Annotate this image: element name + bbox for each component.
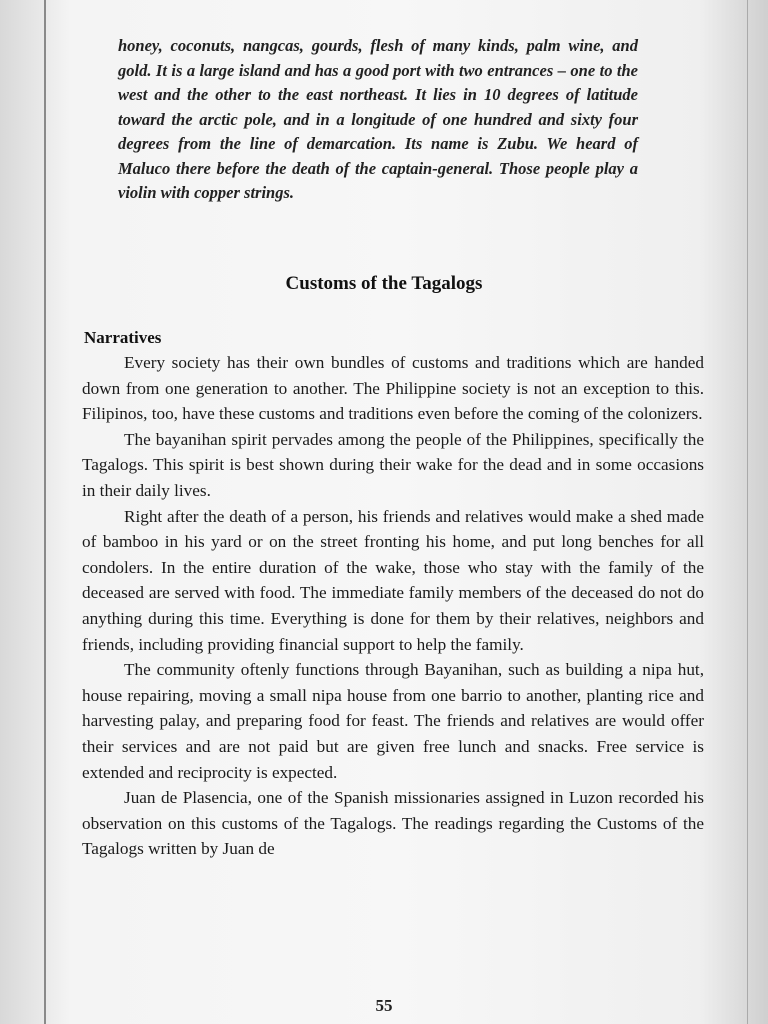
paragraph: The community oftenly functions through Bayanihan, such as building a nipa hut, house repairing, moving a small nipa house from one barrio to another, planting rice and harvesting palay, and preparing food for feast. The friends and relatives are would offer their services and are not paid but are given free lunch and snacks. Free service is extended and reciprocity is expected. — [82, 660, 704, 782]
paragraph: Every society has their own bundles of customs and traditions which are handed down from one generation to another. The Philippine society is not an exception to this. Filipinos, too, have these customs and traditions even before the coming of the colonizers. — [82, 353, 704, 424]
italic-quote-block — [118, 34, 638, 206]
page-number: 55 — [375, 996, 393, 1015]
quote-paragraph: honey, coconuts, nangcas, gourds, flesh of many kinds, palm wine, and gold. It is a large island and has a good port with two entrances – one to the west and the other to the east northeast. It lies in 10 degrees of latitude toward the arctic pole, and in a longitude of one hundred and sixty four degrees from the line of demarcation. Its name is Zubu. We heard of Maluco there before the death of the captain-general. Those people play a violin with copper strings. — [118, 36, 638, 202]
book-spine-shadow — [44, 0, 46, 1024]
paragraph: The bayanihan spirit pervades among the people of the Philippines, specifically the Tagalogs. This spirit is best shown during their wake for the dead and in some occasions in their daily lives. — [82, 429, 704, 500]
body-text — [82, 350, 704, 862]
paragraph: Right after the death of a person, his friends and relatives would make a shed made of bamboo in his yard or on the street fronting his home, and put long benches for all condolers. In the entire duration of the wake, those who stay with the family of the deceased are served with food. The immediate family members of the deceased do not do anything during this time. Everything is done for them by their relatives, neighbors and friends, including providing financial support to help the family. — [82, 506, 704, 654]
page-edge — [747, 0, 748, 1024]
subsection-heading: Narratives — [84, 328, 162, 347]
paragraph: Juan de Plasencia, one of the Spanish missionaries assigned in Luzon recorded his observation on this customs of the Tagalogs. The readings regarding the Customs of the Tagalogs written by Juan de — [82, 788, 704, 859]
section-heading: Customs of the Tagalogs — [285, 273, 483, 294]
